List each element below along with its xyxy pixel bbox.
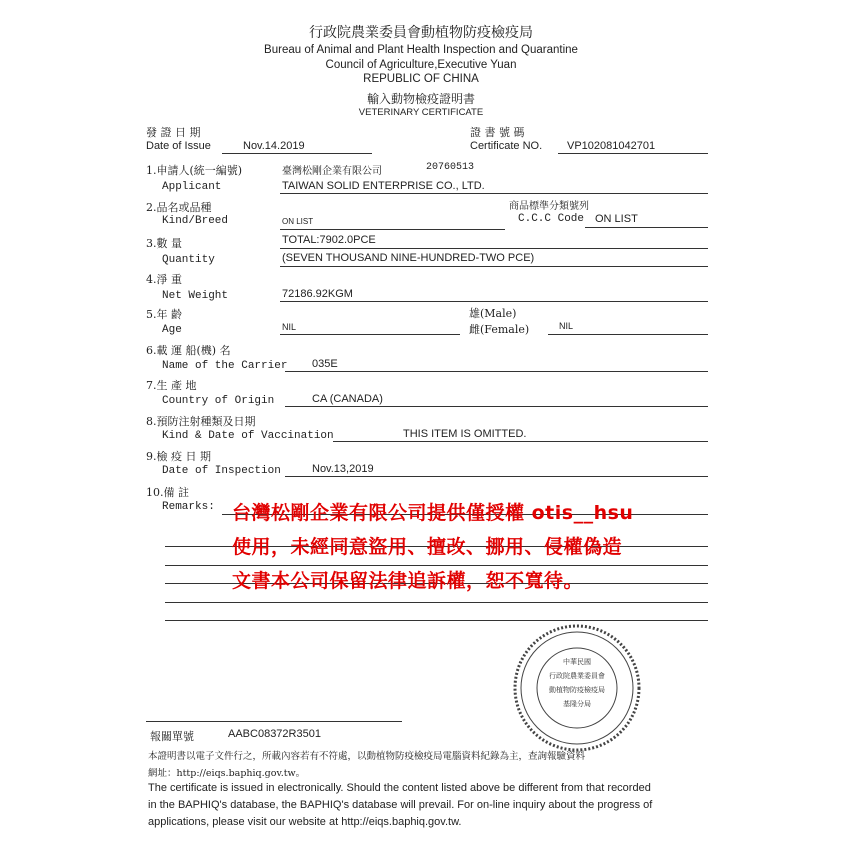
watermark-line-1: 台灣松剛企業有限公司提供僅授權 otis__hsu: [232, 502, 634, 524]
country-title: REPUBLIC OF CHINA: [363, 73, 479, 85]
certificate-no-label-zh: 證 書 號 碼: [470, 126, 525, 139]
ccc-code-value: ON LIST: [595, 213, 638, 225]
council-title: Council of Agriculture,Executive Yuan: [325, 59, 517, 71]
report-no-value: AABC08372R3501: [228, 728, 321, 740]
ccc-code-label-zh: 商品標準分類號列: [509, 201, 589, 212]
certificate-no-value: VP102081042701: [567, 140, 656, 152]
inspection-date-label: Date of Inspection: [162, 465, 281, 477]
bureau-title-en: Bureau of Animal and Plant Health Inspection and Quarantine: [264, 44, 578, 56]
seal-line-1: 中華民國: [563, 658, 591, 666]
origin-label: Country of Origin: [162, 395, 275, 407]
carrier-value: 035E: [312, 358, 338, 370]
quantity-label: Quantity: [162, 254, 215, 266]
vaccination-label: Kind & Date of Vaccination: [162, 430, 334, 442]
ccc-code-label: C.C.C Code: [518, 213, 585, 225]
carrier-label-zh: 6.載 運 船(機) 名: [146, 344, 231, 357]
vaccination-label-zh: 8.預防注射種類及日期: [146, 415, 256, 428]
footer-notice-en-1: The certificate is issued in electronically. Should the content listed above be different from that recorded: [148, 782, 651, 794]
footer-url-zh: 網址：http://eiqs.baphiq.gov.tw。: [148, 768, 306, 779]
official-seal-icon: [513, 624, 641, 752]
watermark-line-3: 文書本公司保留法律追訴權，恕不寬待。: [232, 570, 584, 592]
age-label-zh: 5.年 齡: [146, 308, 182, 321]
remarks-label-zh: 10.備 註: [146, 486, 189, 499]
certificate-no-label: Certificate NO.: [470, 140, 543, 152]
applicant-label-zh: 1.申請人(統一編號): [146, 164, 243, 177]
bureau-title-zh: 行政院農業委員會動植物防疫檢疫局: [309, 25, 533, 41]
sex-value: NIL: [559, 321, 574, 331]
applicant-name-zh: 臺灣松剛企業有限公司: [282, 166, 382, 177]
age-value: NIL: [282, 322, 297, 332]
kind-label: Kind/Breed: [162, 215, 229, 227]
inspection-label-zh: 9.檢 疫 日 期: [146, 450, 211, 463]
seal-line-3: 動植物防疫檢疫局: [549, 686, 605, 694]
seal-line-4: 基隆分局: [563, 700, 591, 708]
quantity-total: TOTAL:7902.0PCE: [282, 234, 376, 246]
report-no-label-zh: 報關單號: [150, 730, 194, 743]
issue-date-value: Nov.14.2019: [243, 140, 305, 152]
kind-label-zh: 2.品名或品種: [146, 201, 212, 214]
carrier-label: Name of the Carrier: [162, 360, 288, 372]
applicant-tax-id: 20760513: [426, 162, 475, 173]
certificate-title-zh: 輸入動物檢疫證明書: [366, 92, 475, 106]
applicant-label: Applicant: [162, 181, 222, 193]
sex-male-label: 雄(Male): [469, 307, 517, 320]
vaccination-value: THIS ITEM IS OMITTED.: [403, 428, 527, 440]
net-weight-label: Net Weight: [162, 290, 229, 302]
seal-line-2: 行政院農業委員會: [549, 672, 605, 680]
applicant-name-en: TAIWAN SOLID ENTERPRISE CO., LTD.: [282, 180, 485, 192]
kind-value: ON LIST: [282, 217, 314, 226]
footer-notice-zh: 本證明書以電子文件行之，所載內容若有不符處，以動植物防疫檢疫局電腦資料紀錄為主，查詢報驗資料: [148, 751, 586, 762]
remarks-label: Remarks:: [162, 501, 215, 513]
age-label: Age: [162, 324, 182, 336]
footer-notice-en-3: applications, please visit our website at http://eiqs.baphiq.gov.tw.: [148, 816, 462, 828]
quantity-words: (SEVEN THOUSAND NINE-HUNDRED-TWO PCE): [282, 252, 535, 264]
watermark-line-2: 使用，未經同意盜用、擅改、挪用、侵權偽造: [232, 536, 623, 558]
quantity-label-zh: 3.數 量: [146, 237, 182, 250]
issue-date-label-zh: 發 證 日 期: [146, 126, 201, 139]
sex-female-label: 雌(Female): [469, 323, 530, 336]
net-weight-value: 72186.92KGM: [282, 288, 353, 300]
certificate-title-en: VETERINARY CERTIFICATE: [358, 107, 484, 118]
footer-notice-en-2: in the BAPHIQ's database, the BAPHIQ's database will prevail. For on-line inquiry about the progress of: [148, 799, 653, 811]
origin-label-zh: 7.生 產 地: [146, 379, 197, 392]
inspection-date-value: Nov.13,2019: [312, 463, 374, 475]
origin-value: CA (CANADA): [312, 393, 383, 405]
issue-date-label: Date of Issue: [146, 140, 211, 152]
net-weight-label-zh: 4.淨 重: [146, 273, 182, 286]
